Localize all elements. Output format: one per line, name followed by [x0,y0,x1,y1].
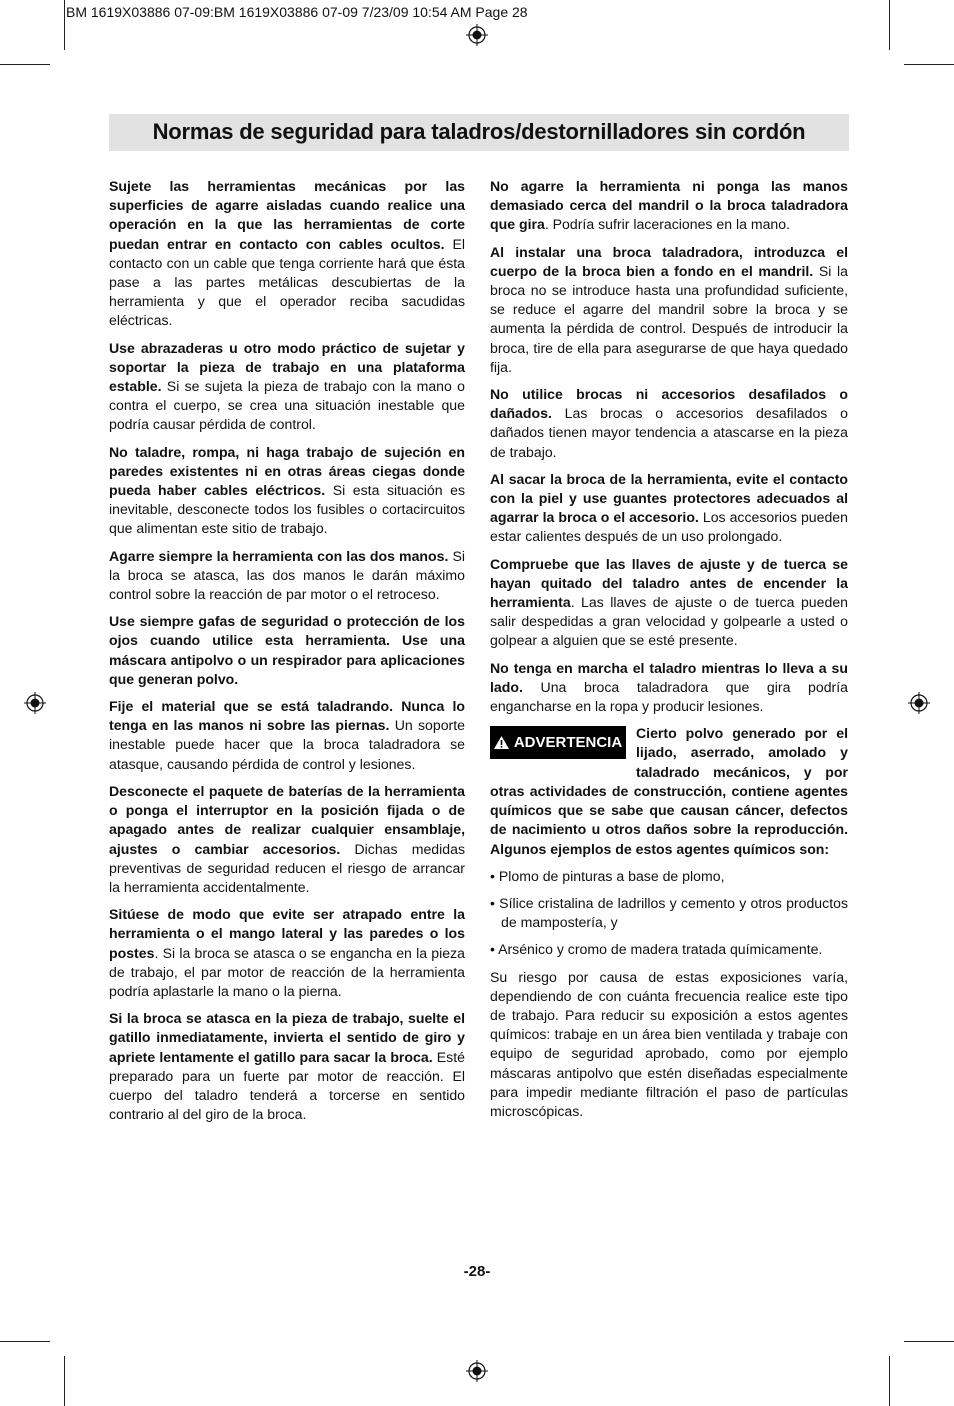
paragraph-lead: Desconecte el paquete de baterías de la herramienta o ponga el interruptor en la posición fijada o de apagado antes de realizar cualquier ensamblaje, ajustes o cambiar accesorios. [109,782,465,857]
safety-paragraph [109,612,465,689]
paragraph-lead: Use siempre gafas de seguridad o protección de los ojos cuando utilice esta herramienta. Use una máscara antipolvo o un respirador para aplicaciones que generan polvo. [109,613,465,687]
crop-mark [904,1341,954,1342]
safety-paragraph [109,1009,465,1124]
registration-mark-icon [466,24,488,46]
safety-paragraph [109,443,465,539]
paragraph-body: . Si la broca se atasca o se engancha en la pieza de trabajo, el par motor de reacción de la herramienta podría aplastarle la mano o la pierna. [109,944,465,999]
paragraph-lead: Si la broca se atasca en la pieza de trabajo, suelte el gatillo inmediatamente, invierta el sentido de giro y apriete lentamente el gatillo para sacar la broca. [109,1010,465,1065]
paragraph-body: . Las llaves de ajuste o de tuerca pueden salir despedidas a gran velocidad y golpearle a usted o golpear a alguien que se esté presente. [490,594,848,649]
title-bar [109,114,849,151]
safety-paragraph [490,555,848,651]
warning-badge [490,726,626,759]
paragraph-lead: Sujete las herramientas mecánicas por las superficies de agarre aisladas cuando realice una operación en la que las herramientas de corte puedan entrar en contacto con cables ocultos. [109,178,465,252]
paragraph-body: Si esta situación es inevitable, desconecte todos los fusibles o cortacircuitos que alimentan este sitio de trabajo. [109,482,466,537]
paragraph-lead: No tenga en marcha el taladro mientras lo lleva a su lado. [490,659,848,695]
paragraph-lead: Al sacar la broca de la herramienta, evite el contacto con la piel y use guantes protectores adecuados al agarrar la broca o el accesorio. [490,470,848,526]
warning-triangle-icon [494,736,509,749]
list-item: • Sílice cristalina de ladrillos y cemento y otros productos de mampostería, y [490,894,848,931]
paragraph-lead: Compruebe que las llaves de ajuste y de tuerca se hayan quitado del taladro antes de encender la herramienta [490,555,848,611]
crop-mark [904,64,954,65]
paragraph-body: Si se sujeta la pieza de trabajo con la mano o contra el cuerpo, se crea una situación inestable que podría causar pérdida de control. [109,378,465,433]
paragraph-lead: Use abrazaderas u otro modo práctico de sujetar y soportar la pieza de trabajo en una plataforma estable. [109,339,465,395]
registration-mark-icon [466,1360,488,1382]
safety-paragraph [109,697,465,774]
paragraph-body: Si la broca se atasca, las dos manos le darán máximo control sobre la reacción de par motor o el retroceso. [109,547,465,603]
safety-paragraph [490,177,848,235]
paragraph-lead: No agarre la herramienta ni ponga las manos demasiado cerca del mandril o la broca taladradora que gira [490,178,848,233]
paragraph-lead: Sitúese de modo que evite ser atrapado entre la herramienta o el mango lateral y las paredes o los postes [109,906,465,961]
safety-paragraph [490,385,848,462]
paragraph-body: Las brocas o accesorios desafilados o dañados tienen mayor tendencia a atascarse en la pieza de trabajo. [490,405,848,460]
crop-mark [889,1356,890,1406]
paragraph-lead: No utilice brocas ni accesorios desafilados o dañados. [490,386,848,422]
warning-block [490,724,848,866]
paragraph-body: Los accesorios pueden estar calientes después de un uso prolongado. [490,509,848,545]
crop-mark [0,64,50,65]
paragraph-body: Si la broca no se introduce hasta una profundidad suficiente, se reduce el agarre del mandril sobre la broca y se aumenta la pérdida de control. Después de introducir la broca, tire de ella para asegurarse de que haya quedado fija. [490,262,848,375]
paragraph-body: . Podría sufrir laceraciones en la mano. [544,216,791,233]
crop-mark [64,1356,65,1406]
page-number: -28- [463,1263,491,1280]
crop-mark [64,0,65,50]
safety-paragraph [109,905,465,1001]
paragraph-body: Un soporte inestable puede hacer que la broca taladradora se atasque, causando pérdida de control y lesiones. [109,717,466,772]
safety-paragraph [109,547,465,605]
right-column [490,177,848,1129]
safety-paragraph [109,782,465,897]
paragraph-lead: Agarre siempre la herramienta con las dos manos. [109,547,449,564]
warning-statement: Cierto polvo generado por el lijado, aserrado, amolado y taladrado mecánicos, y por otras actividades de construcción, contiene agentes químicos que se sabe que causan cáncer, defectos de nacimiento u otros daños sobre la reproducción. Algunos ejemplos de estos agentes químicos son: [490,725,848,857]
safety-paragraph [109,339,465,435]
list-item: • Plomo de pinturas a base de plomo, [490,867,725,884]
registration-mark-icon [908,692,930,714]
paragraph-body: El contacto con un cable que tenga corriente hará que ésta pase a las partes metálicas descubiertas de la herramienta y que el operador reciba sacudidas eléctricas. [109,235,465,329]
closing-paragraph: Su riesgo por causa de estas exposiciones varía, dependiendo de con cuánta frecuencia realice este tipo de trabajo. Para reducir su exposición a estos agentes químicos: trabaje en un área bien ventilada y trabaje con equipo de seguridad aprobado, como por ejemplo máscaras antipolvo que estén diseñadas especialmente para impedir mediante filtración el paso de partículas microscópicas. [490,968,848,1119]
registration-mark-icon [24,692,46,714]
crop-mark [889,0,890,50]
paragraph-body: Una broca taladradora que gira podría engancharse en la ropa y producir lesiones. [490,678,848,715]
paragraph-body: Esté preparado para un fuerte par motor de reacción. El cuerpo del taladro tenderá a torcerse en sentido contrario al del giro de la broca. [109,1048,465,1123]
left-column [109,177,465,1132]
paragraph-lead: Al instalar una broca taladradora, introduzca el cuerpo de la broca bien a fondo en el mandril. [490,243,848,279]
safety-paragraph [490,243,848,377]
print-job-header: BM 1619X03886 07-09:BM 1619X03886 07-09 7/23/09 10:54 AM Page 28 [66,4,528,20]
page-title: Normas de seguridad para taladros/destornilladores sin cordón [152,119,806,144]
paragraph-lead: Fije el material que se está taladrando. Nunca lo tenga en las manos ni sobre las piernas. [109,698,465,734]
safety-paragraph [490,659,848,717]
safety-paragraph [109,177,465,331]
paragraph-lead: No taladre, rompa, ni haga trabajo de sujeción en paredes existentes ni en otras áreas ciegas donde pueda haber cables eléctricos. [109,443,465,499]
list-item: • Arsénico y cromo de madera tratada químicamente. [490,941,823,958]
warning-label: ADVERTENCIA [513,734,623,752]
paragraph-body: Dichas medidas preventivas de seguridad reducen el riesgo de arrancar la herramienta accidentalmente. [109,840,465,895]
crop-mark [0,1341,50,1342]
safety-paragraph [490,470,848,547]
